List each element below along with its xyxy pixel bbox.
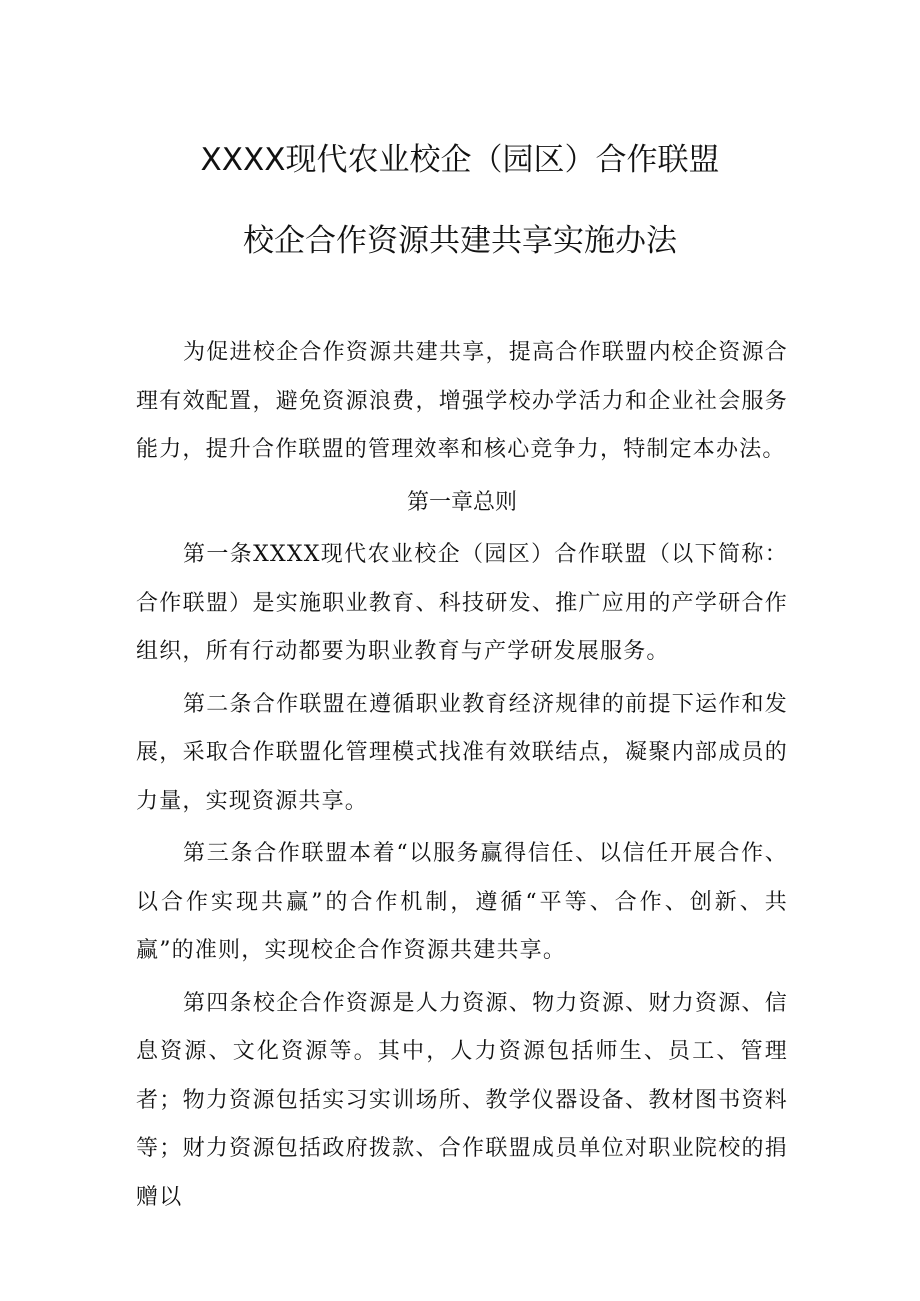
chapter-heading: 第一章总则 (406, 489, 517, 515)
document-title-line-1: XXXX现代农业校企（园区）合作联盟 (200, 142, 720, 178)
article-4: 第四条校企合作资源是人力资源、物力资源、财力资源、信息资源、文化资源等。其中，人力资源包括师生、员工、管理者；物力资源包括实习实训场所、教学仪器设备、教材图书资料等；财力资源包括政府拨款、合作联盟成员单位对职业院校的捐赠以 (136, 990, 788, 1210)
article-2: 第二条合作联盟在遵循职业教育经济规律的前提下运作和发展，采取合作联盟化管理模式找准有效联结点，凝聚内部成员的力量，实现资源共享。 (136, 691, 788, 814)
article-1: 第一条XXXX现代农业校企（园区）合作联盟（以下简称：合作联盟）是实施职业教育、科技研发、推广应用的产学研合作组织，所有行动都要为职业教育与产学研发展服务。 (136, 542, 788, 664)
intro-paragraph: 为促进校企合作资源共建共享，提高合作联盟内校企资源合理有效配置，避免资源浪费，增强学校办学活力和企业社会服务能力，提升合作联盟的管理效率和核心竞争力，特制定本办法。 (136, 340, 788, 462)
article-3: 第三条合作联盟本着“以服务赢得信任、以信任开展合作、以合作实现共赢”的合作机制，遵循“平等、合作、创新、共赢”的准则，实现校企合作资源共建共享。 (136, 841, 788, 963)
document-body (136, 329, 788, 1226)
document-title-line-2: 校企合作资源共建共享实施办法 (243, 223, 677, 259)
